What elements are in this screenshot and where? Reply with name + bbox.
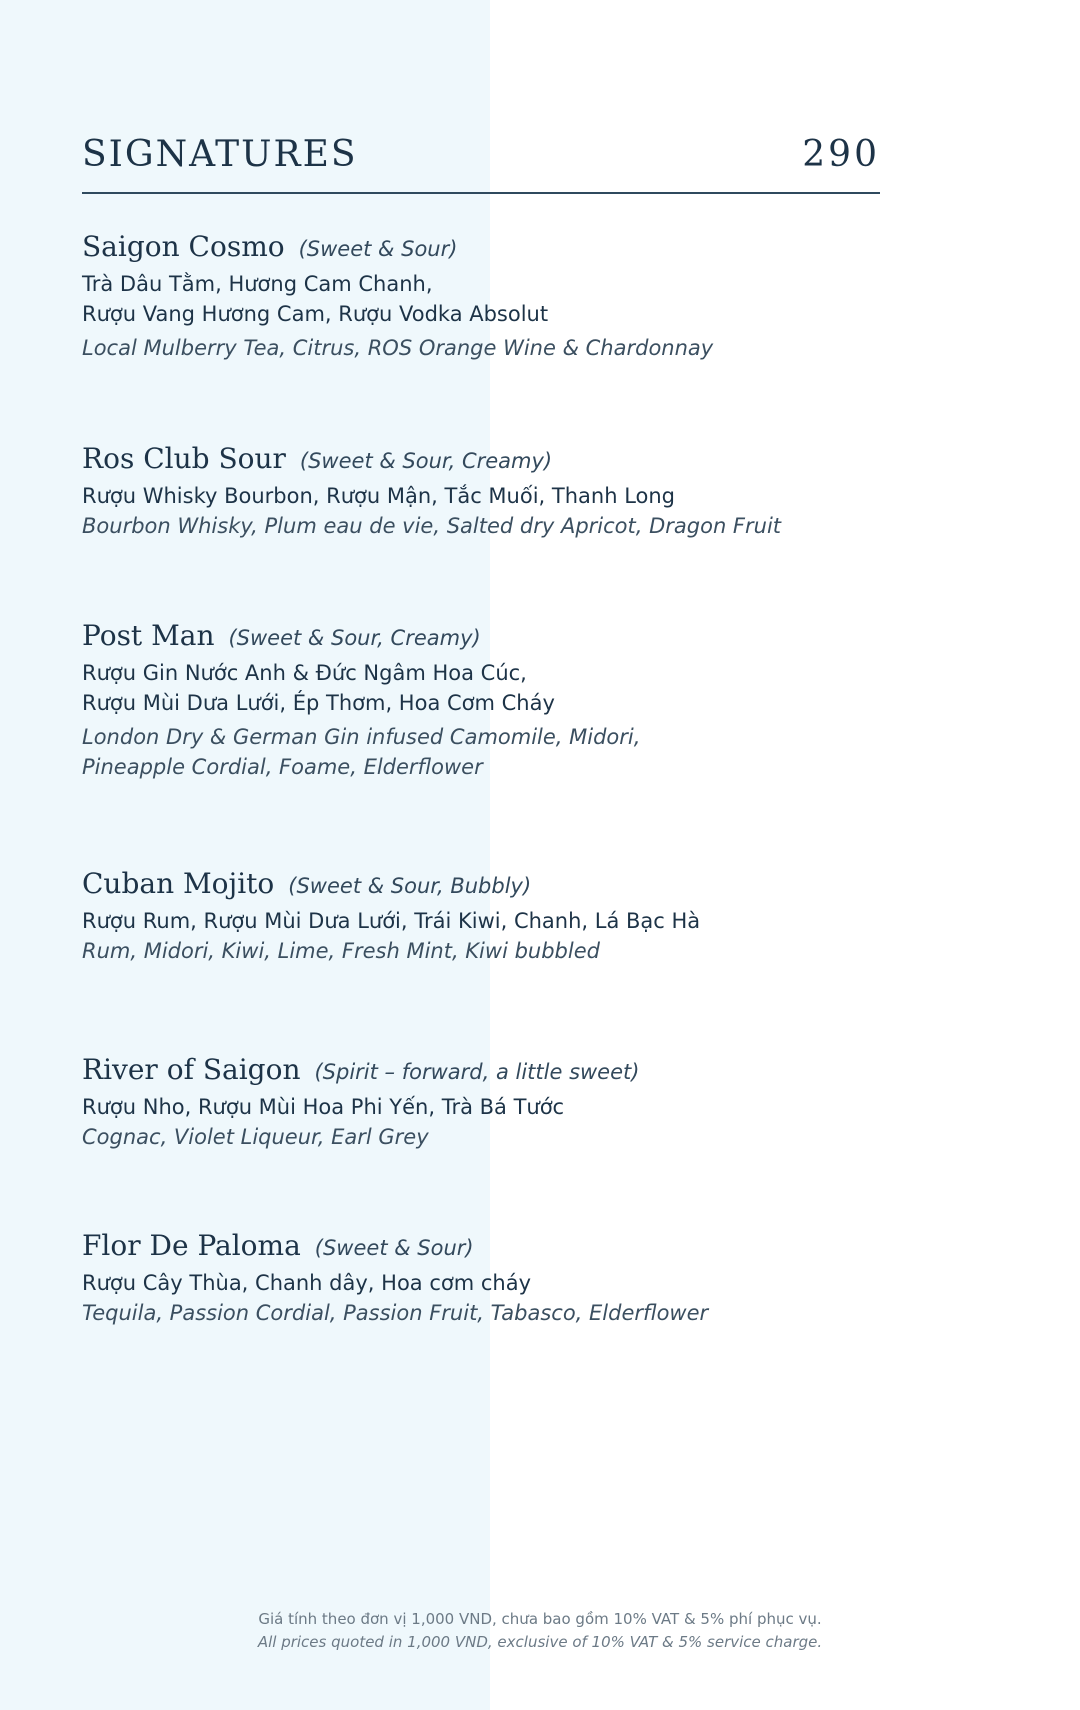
item-vn-line: Rượu Nho, Rượu Mùi Hoa Phi Yến, Trà Bá Tước — [82, 1095, 565, 1119]
item-style: (Sweet & Sour) — [314, 1236, 474, 1260]
item-vn-line: Rượu Gin Nước Anh & Đức Ngâm Hoa Cúc, — [82, 661, 527, 685]
item-name: Flor De Paloma — [82, 1229, 301, 1262]
item-en-line: Bourbon Whisky, Plum eau de vie, Salted dry Apricot, Dragon Fruit — [82, 514, 782, 538]
item-name: Ros Club Sour — [82, 442, 286, 475]
menu-item-flor-de-paloma — [82, 1228, 982, 1328]
item-en-line: London Dry & German Gin infused Camomile, Midori, — [82, 725, 641, 749]
item-name: River of Saigon — [82, 1053, 301, 1086]
menu-item-post-man — [82, 618, 982, 782]
item-en-line: Tequila, Passion Cordial, Passion Fruit, Tabasco, Elderflower — [82, 1301, 709, 1325]
item-name: Cuban Mojito — [82, 867, 275, 900]
item-style: (Sweet & Sour) — [298, 237, 458, 261]
section-title: SIGNATURES — [82, 134, 358, 175]
item-style: (Sweet & Sour, Bubbly) — [288, 874, 532, 898]
item-name: Post Man — [82, 619, 215, 652]
item-vn-line: Rượu Whisky Bourbon, Rượu Mận, Tắc Muối, Thanh Long — [82, 484, 676, 508]
item-name: Saigon Cosmo — [82, 230, 285, 263]
item-vn-line: Trà Dâu Tằm, Hương Cam Chanh, — [82, 272, 433, 296]
item-style: (Sweet & Sour, Creamy) — [228, 626, 481, 650]
price-footnote — [0, 1608, 1080, 1654]
item-en-line: Local Mulberry Tea, Citrus, ROS Orange Wine & Chardonnay — [82, 336, 714, 360]
menu-item-cuban-mojito — [82, 866, 982, 966]
footnote-en: All prices quoted in 1,000 VND, exclusive of 10% VAT & 5% service charge. — [257, 1633, 823, 1651]
item-en-line: Pineapple Cordial, Foame, Elderflower — [82, 755, 483, 779]
item-style: (Spirit – forward, a little sweet) — [314, 1060, 640, 1084]
section-header — [82, 134, 880, 194]
item-en-line: Cognac, Violet Liqueur, Earl Grey — [82, 1125, 429, 1149]
item-vn-line: Rượu Rum, Rượu Mùi Dưa Lưới, Trái Kiwi, Chanh, Lá Bạc Hà — [82, 909, 701, 933]
menu-item-saigon-cosmo — [82, 229, 982, 363]
menu-item-river-of-saigon — [82, 1052, 982, 1152]
item-vn-line: Rượu Vang Hương Cam, Rượu Vodka Absolut — [82, 302, 549, 326]
menu-item-ros-club-sour — [82, 441, 982, 541]
footnote-vn: Giá tính theo đơn vị 1,000 VND, chưa bao gồm 10% VAT & 5% phí phục vụ. — [258, 1610, 822, 1628]
item-style: (Sweet & Sour, Creamy) — [299, 449, 553, 473]
item-en-line: Rum, Midori, Kiwi, Lime, Fresh Mint, Kiwi bubbled — [82, 939, 600, 963]
section-price: 290 — [802, 134, 880, 175]
item-vn-line: Rượu Cây Thùa, Chanh dây, Hoa cơm cháy — [82, 1271, 532, 1295]
item-vn-line: Rượu Mùi Dưa Lưới, Ép Thơm, Hoa Cơm Cháy — [82, 691, 555, 715]
